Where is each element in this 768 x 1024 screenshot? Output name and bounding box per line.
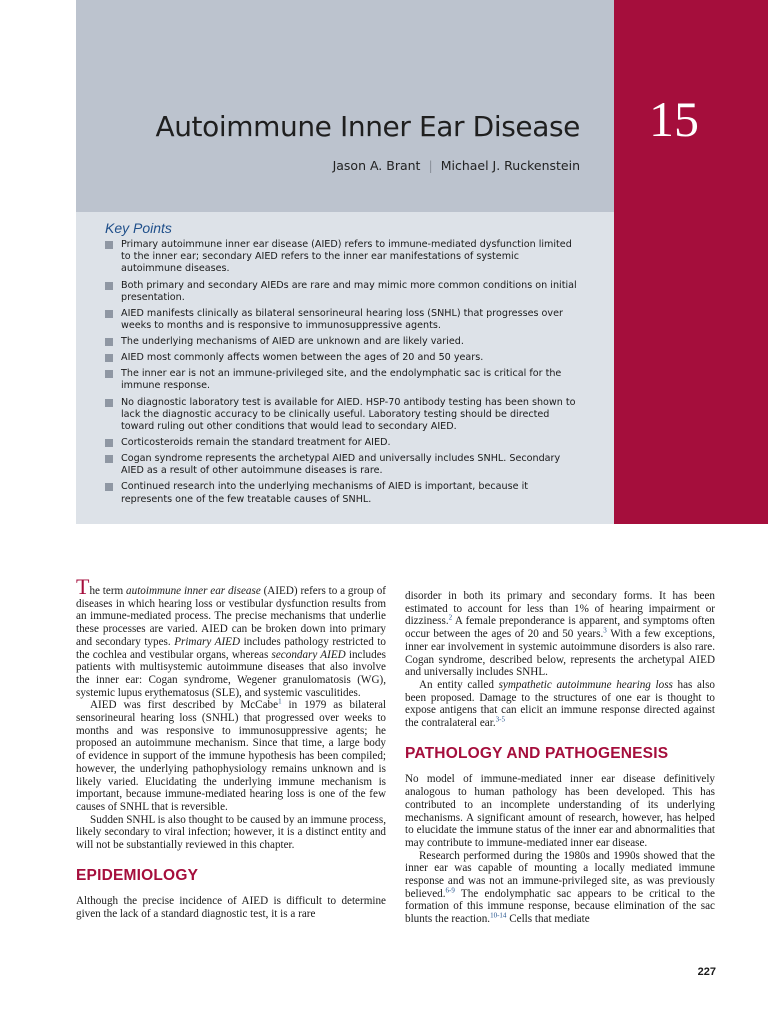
body-paragraph: disorder in both its primary and secondary forms. It has been estimated to account for less than 1% of hearing impairment or dizziness.$^2$ A female preponderance is apparent, and symptoms often occur between the ages of 20 and 50 years.$^3$ With a few exceptions, inner ear involvement in systemic autoimmune disorders is also rare. Cogan syndrome, described below, represents the archetypal AIED and universally includes SNHL. xyxy=(405,590,715,679)
body-column-right xyxy=(405,590,715,926)
key-point-item: Corticosteroids remain the standard treatment for AIED. xyxy=(105,437,580,449)
chapter-number: 15 xyxy=(649,91,699,147)
square-bullet-icon xyxy=(105,455,113,463)
chapter-title: Autoimmune Inner Ear Disease xyxy=(155,110,580,143)
author-name: Jason A. Brant xyxy=(332,158,421,173)
key-point-item: Cogan syndrome represents the archetypal AIED and universally includes SNHL. Secondary AIED as a result of other autoimmune diseases is rare. xyxy=(105,453,580,477)
author-name: Michael J. Ruckenstein xyxy=(440,158,580,173)
body-paragraph: An entity called sympathetic autoimmune hearing loss has also been proposed. Damage to the structures of one ear is thought to expose antigens that can elicit an immune response directed against the contralateral ear.$^{3-5}$ xyxy=(405,678,716,730)
citation: 10-14 xyxy=(490,911,507,920)
body-column-left xyxy=(76,574,387,921)
body-paragraph: AIED was first described by McCabe$^1$ in 1979 as bilateral sensorineural hearing loss (SNHL) that progressed over weeks to months and was responsive to immunosuppressive agents; he proposed an autoimmune mechanism. Since that time, a large body of evidence in support of the immune hypothesis has been compiled; however, the underlying pathophysiology remains unknown and is likely varied. Elucidating the underlying immune mechanism is important, because immune-mediated hearing loss is one of the few causes of SNHL that is reversible. xyxy=(76,697,386,813)
author-line xyxy=(76,158,580,173)
key-point-item: AIED most commonly affects women between the ages of 20 and 50 years. xyxy=(105,352,580,364)
key-point-item: The inner ear is not an immune-privileged site, and the endolymphatic sac is critical for the immune response. xyxy=(105,368,580,392)
body-paragraph: Although the precise incidence of AIED is difficult to determine given the lack of a standard diagnostic test, it is a rare xyxy=(76,895,386,921)
body-paragraph: Sudden SNHL is also thought to be caused by an immune process, likely secondary to viral infection; however, it is a distinct entity and will not be substantially reviewed in this chapter. xyxy=(76,813,387,852)
key-point-item: Continued research into the underlying mechanisms of AIED is important, because it represents one of the few treatable causes of SNHL. xyxy=(105,481,580,505)
square-bullet-icon xyxy=(105,439,113,447)
section-heading-pathology: PATHOLOGY AND PATHOGENESIS xyxy=(405,744,669,762)
citation: 3 xyxy=(603,626,607,635)
square-bullet-icon xyxy=(105,310,113,318)
citation: 6-9 xyxy=(445,886,455,895)
intro-paragraph: The term autoimmune inner ear disease (AIED) refers to a group of diseases in which hearing loss or vestibular dysfunction results from an immune-mediated process. The precise mechanisms that underlie these processes are varied. AIED can be broken down into primary and secondary types. Primary AIED includes pathology restricted to the cochlea and vestibular organs, whereas secondary AIED includes patients with multisystemic autoimmune diseases that also involve the inner ear: Cogan syndrome, Wegener granulomatosis (WG), systemic lupus erythematosus (SLE), and systemic vasculitides. xyxy=(76,574,386,699)
key-point-item: No diagnostic laboratory test is available for AIED. HSP-70 antibody testing has been shown to lack the diagnostic accuracy to be clinically useful. Laboratory testing should be directed toward ruling out other conditions that would lead to secondary AIED. xyxy=(105,397,580,434)
drop-cap: T xyxy=(76,574,90,599)
key-point-item: Both primary and secondary AIEDs are rare and may mimic more common conditions on initial presentation. xyxy=(105,280,580,304)
citation: 3-5 xyxy=(495,715,505,724)
key-point-item: AIED manifests clinically as bilateral sensorineural hearing loss (SNHL) that progresses over weeks to months and is responsive to immunosuppressive agents. xyxy=(105,308,580,332)
section-heading-epidemiology: EPIDEMIOLOGY xyxy=(76,866,199,884)
key-points-list xyxy=(105,239,580,510)
author-separator: | xyxy=(428,158,433,173)
square-bullet-icon xyxy=(105,354,113,362)
square-bullet-icon xyxy=(105,241,113,249)
square-bullet-icon xyxy=(105,399,113,407)
citation: 2 xyxy=(448,613,453,622)
key-points-heading: Key Points xyxy=(105,220,172,236)
citation: 1 xyxy=(278,697,282,706)
key-point-item: The underlying mechanisms of AIED are unknown and are likely varied. xyxy=(105,336,580,348)
chapter-header-band xyxy=(76,0,614,212)
page-number: 227 xyxy=(697,966,716,978)
key-point-item: Primary autoimmune inner ear disease (AIED) refers to immune-mediated dysfunction limited to the inner ear; secondary AIED refers to the inner ear manifestations of systemic autoimmune diseases. xyxy=(105,239,580,276)
square-bullet-icon xyxy=(105,370,113,378)
body-paragraph: No model of immune-mediated inner ear disease definitively analogous to human pathology has been developed. This has contributed to an incomplete understanding of its underlying mechanisms. A significant amount of research, however, has helped to elucidate the immune status of the inner ear and abnormalities that may contribute to immune-mediated inner ear disease. xyxy=(405,773,715,849)
body-paragraph: Research performed during the 1980s and 1990s showed that the inner ear was capable of mounting a locally mediated immune response and was not an immune-privileged site, as was previously believed.$^{6-9}$ The endolymphatic sac appears to be critical to the formation of this immune response, because elimination of the sac blunts the reaction.$^{10-14}$ Cells that mediate xyxy=(405,849,715,926)
square-bullet-icon xyxy=(105,338,113,346)
square-bullet-icon xyxy=(105,282,113,290)
chapter-tab xyxy=(614,0,768,524)
square-bullet-icon xyxy=(105,483,113,491)
